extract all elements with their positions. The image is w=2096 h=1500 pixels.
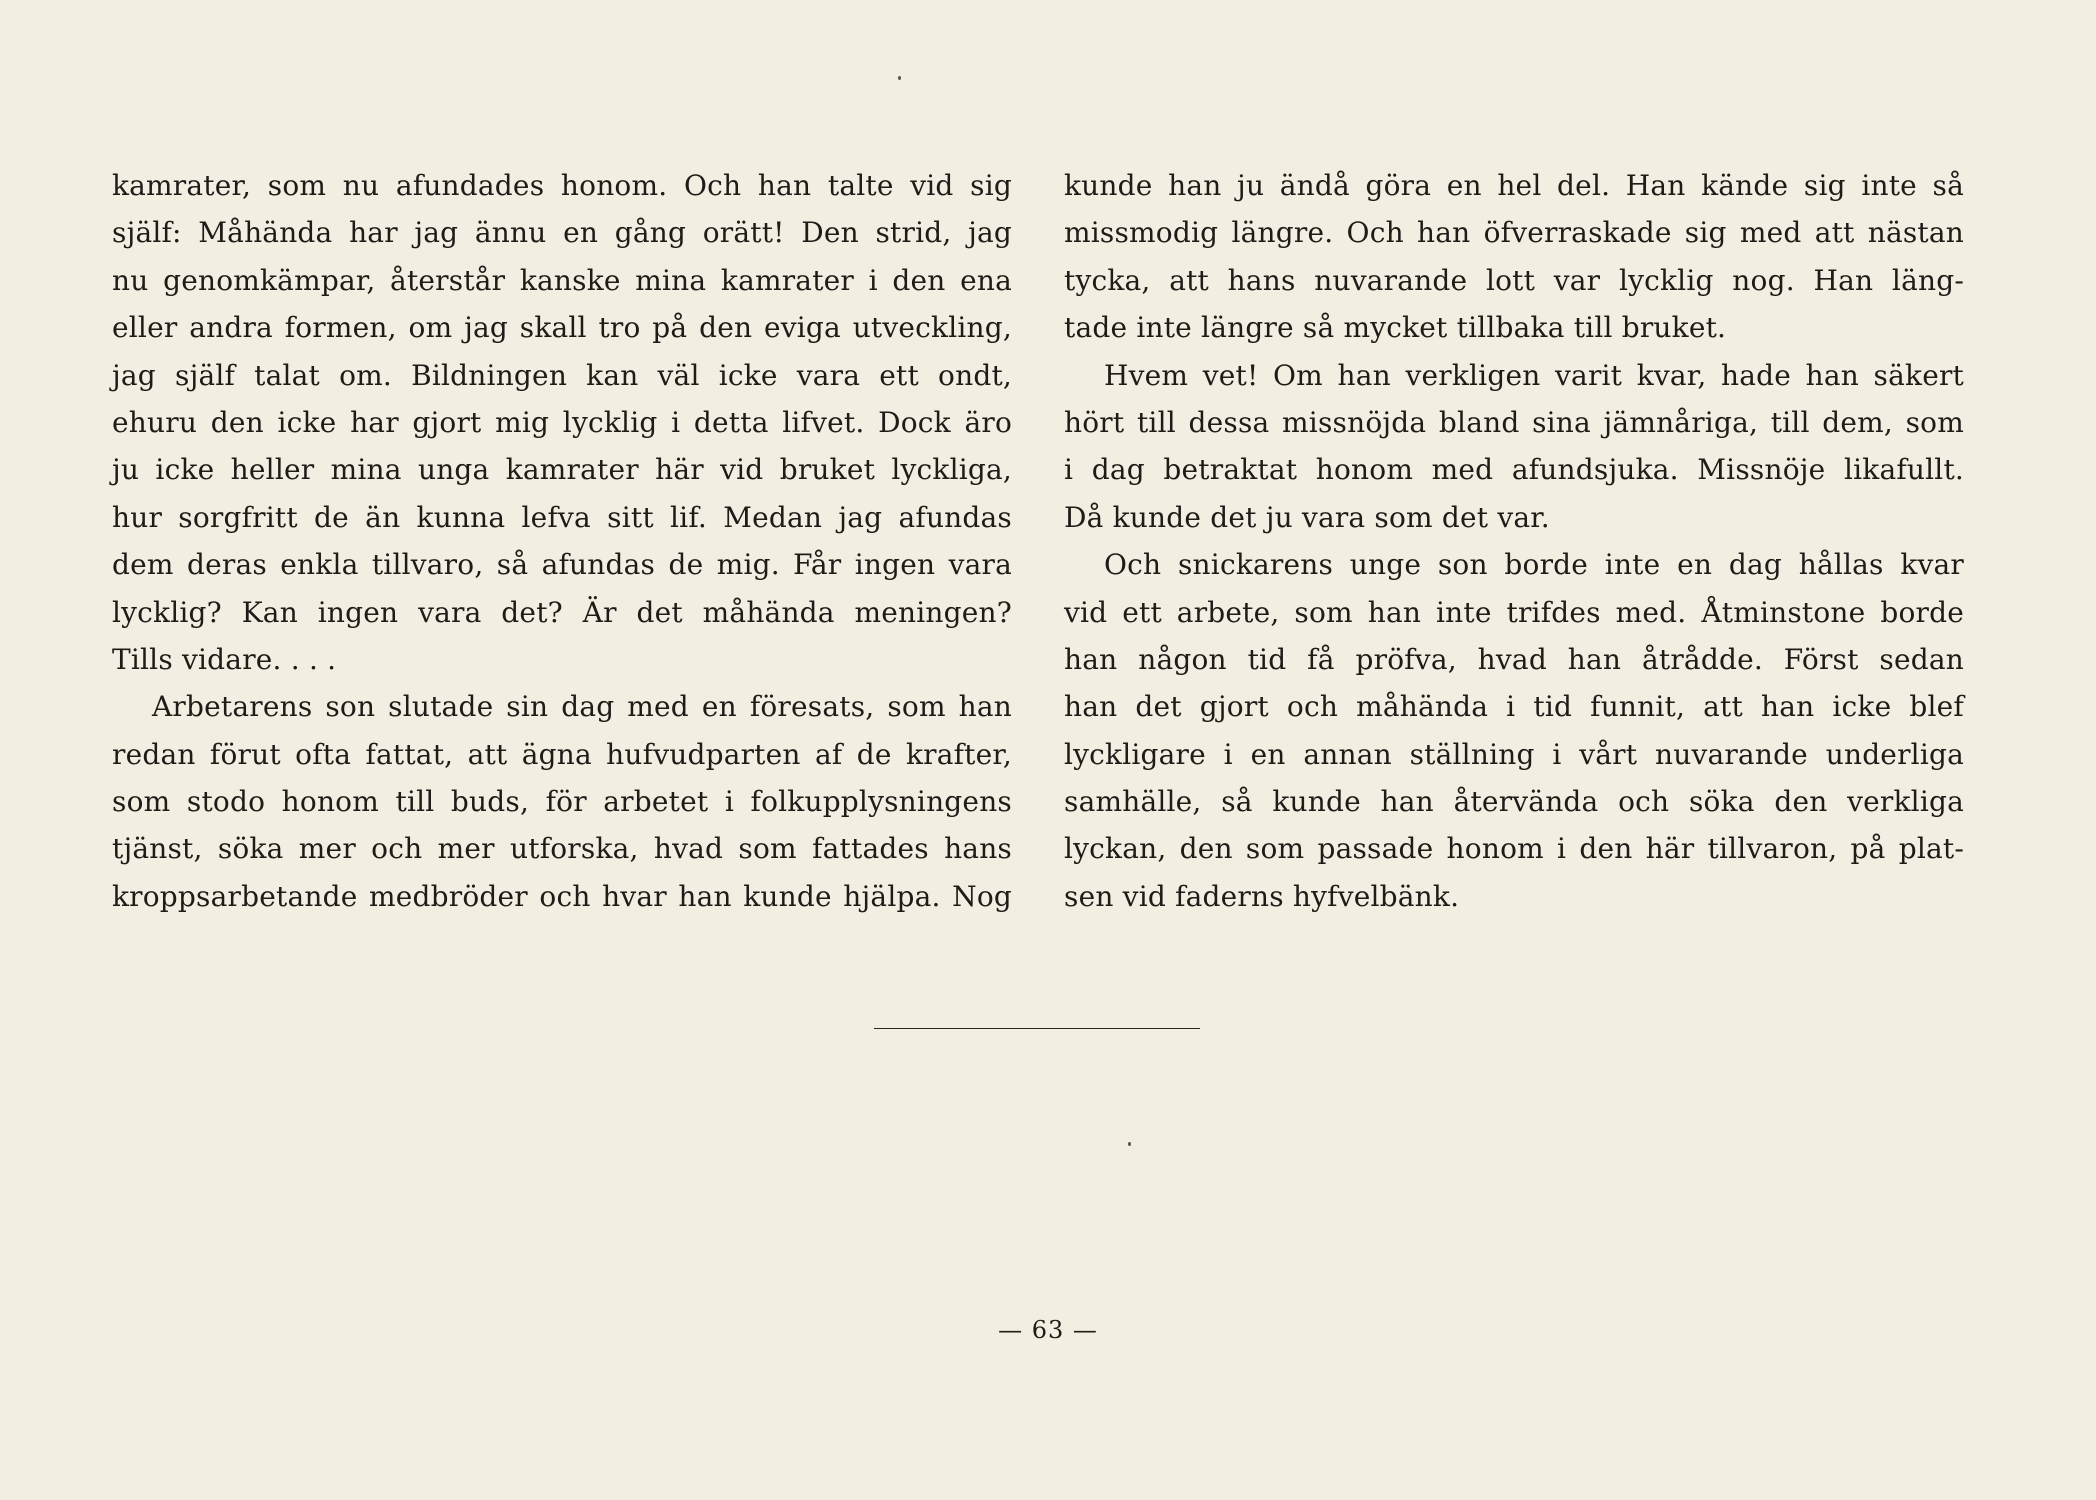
left-text-column <box>112 162 1012 920</box>
paper-speck <box>898 76 901 80</box>
text-line: eller andra formen, om jag skall tro på den eviga utveckling, <box>112 311 1012 345</box>
text-line: tade inte längre så mycket tillbaka till bruket. <box>1064 311 1727 345</box>
text-line: tjänst, söka mer och mer utforska, hvad som fattades hans <box>112 832 1012 866</box>
text-line: i dag betraktat honom med afundsjuka. Missnöje likafullt. <box>1064 453 1964 487</box>
page-number: — 63 — <box>998 1316 1098 1344</box>
text-line: Tills vidare. . . . <box>112 642 337 676</box>
right-text-column <box>1064 162 1964 920</box>
text-line: hört till dessa missnöjda bland sina jämnåriga, till dem, som <box>1064 405 1964 439</box>
text-line: jag själf talat om. Bildningen kan väl icke vara ett ondt, <box>112 358 1012 392</box>
text-line: lyckan, den som passade honom i den här tillvaron, på plat- <box>1064 832 1964 866</box>
text-line: samhälle, så kunde han återvända och söka den verkliga <box>1064 785 1964 819</box>
text-line: Då kunde det ju vara som det var. <box>1064 500 1550 534</box>
text-line: kunde han ju ändå göra en hel del. Han kände sig inte så <box>1064 169 1964 202</box>
text-line: lyckligare i en annan ställning i vårt nuvarande underliga <box>1064 737 1964 771</box>
section-divider-rule <box>874 1028 1200 1029</box>
text-line: kamrater, som nu afundades honom. Och han talte vid sig <box>112 169 1012 202</box>
text-line: missmodig längre. Och han öfverraskade sig med att nästan <box>1064 216 1964 250</box>
text-line: han någon tid få pröfva, hvad han åtrådde. Först sedan <box>1064 642 1964 676</box>
text-line: kroppsarbetande medbröder och hvar han kunde hjälpa. Nog <box>112 879 1012 913</box>
text-line: Hvem vet! Om han verkligen varit kvar, hade han säkert <box>1104 358 1964 392</box>
text-line: lycklig? Kan ingen vara det? Är det måhända meningen? <box>112 595 1012 629</box>
text-line: han det gjort och måhända i tid funnit, att han icke blef <box>1064 690 1964 724</box>
text-line: tycka, att hans nuvarande lott var lycklig nog. Han läng- <box>1064 263 1964 297</box>
text-line: sen vid faderns hyfvelbänk. <box>1064 879 1460 913</box>
text-line: Och snickarens unge son borde inte en dag hållas kvar <box>1104 548 1964 582</box>
text-line: Arbetarens son slutade sin dag med en föresats, som han <box>152 690 1012 724</box>
text-line: vid ett arbete, som han inte trifdes med. Åtminstone borde <box>1064 595 1964 629</box>
text-line: redan förut ofta fattat, att ägna hufvudparten af de krafter, <box>112 737 1012 771</box>
text-line: ju icke heller mina unga kamrater här vid bruket lyckliga, <box>112 453 1012 487</box>
text-line: dem deras enkla tillvaro, så afundas de mig. Får ingen vara <box>112 548 1012 582</box>
text-line: nu genomkämpar, återstår kanske mina kamrater i den ena <box>112 263 1012 297</box>
text-line: hur sorgfritt de än kunna lefva sitt lif. Medan jag afundas <box>112 500 1012 534</box>
text-line: ehuru den icke har gjort mig lycklig i detta lifvet. Dock äro <box>112 405 1012 439</box>
paper-speck <box>1128 1142 1131 1146</box>
text-line: själf: Måhända har jag ännu en gång orätt! Den strid, jag <box>112 216 1012 250</box>
text-line: som stodo honom till buds, för arbetet i folkupplysningens <box>112 785 1012 819</box>
